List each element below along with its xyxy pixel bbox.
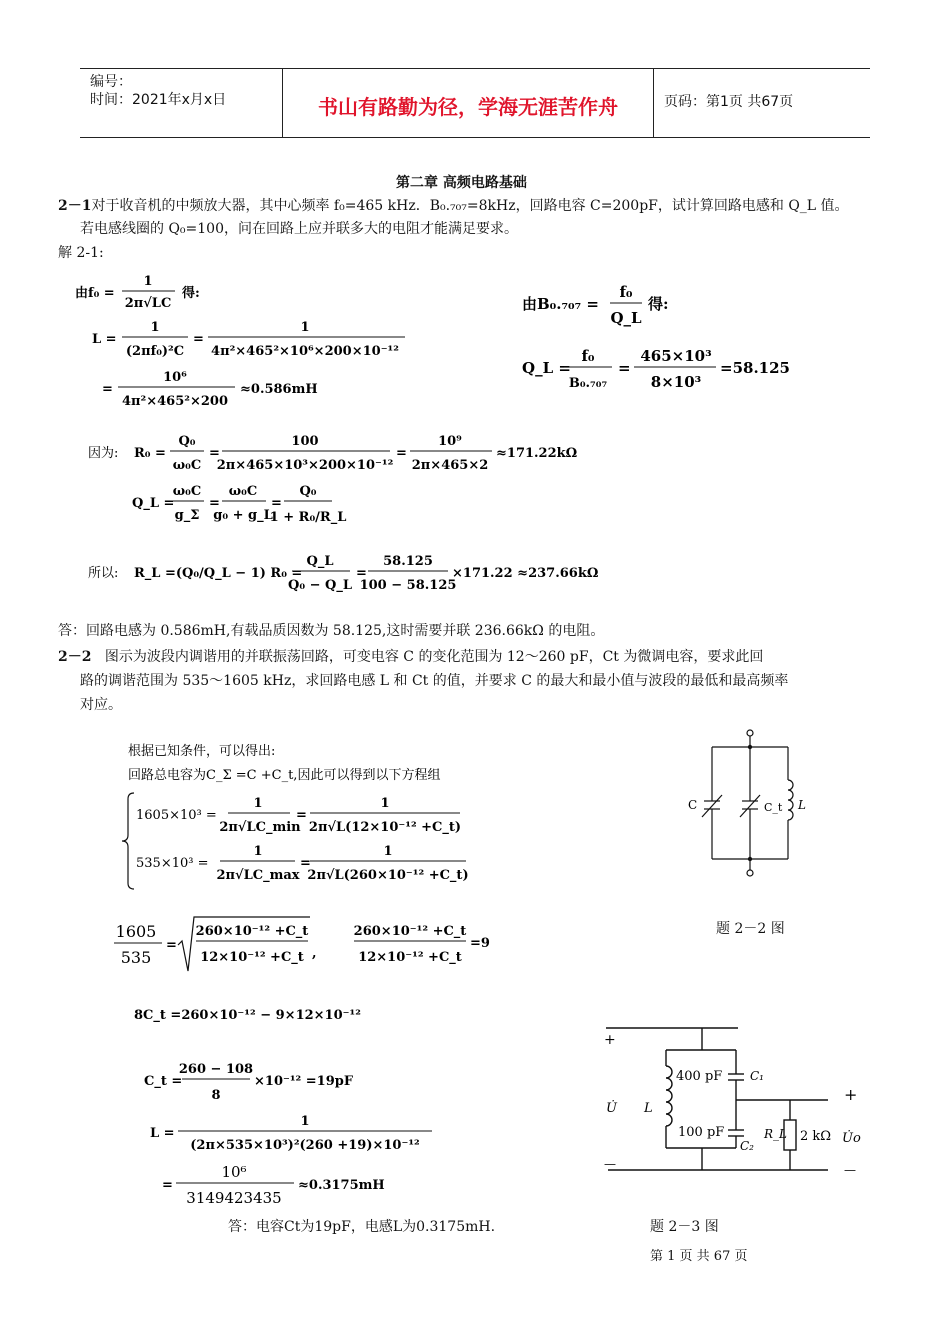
problem-2-2-line2: 路的调谐范围为 535～1605 kHz，求回路电感 L 和 Ct 的值，并要求 C 的最大和最小值与波段的最低和最高频率 bbox=[80, 673, 789, 689]
L3-result: ≈0.3175mH bbox=[298, 1178, 385, 1193]
eq1-f2-den: 2π√L(12×10⁻¹² +C_t) bbox=[308, 820, 462, 835]
given-line1: 根据已知条件，可以得出: bbox=[128, 744, 276, 759]
fig-2-3-caption: 题 2－3 图 bbox=[650, 1219, 719, 1235]
math-L-f3-den: 4π²×465²×200 bbox=[121, 394, 229, 409]
math-QL2-f2-num: ω₀C bbox=[228, 484, 258, 499]
node-dot bbox=[748, 745, 752, 749]
svg-text:=: = bbox=[396, 446, 407, 461]
header-page-cell bbox=[654, 69, 870, 137]
math-QL2-f1-num: ω₀C bbox=[172, 484, 202, 499]
eq1-f2-num: 1 bbox=[380, 796, 390, 811]
svg-text:=: = bbox=[356, 566, 367, 581]
math-RL-f2-num: 58.125 bbox=[383, 554, 433, 569]
math-f0-den: 2π√LC bbox=[124, 296, 172, 311]
problem-2-2-line3: 对应。 bbox=[80, 697, 122, 713]
problem-2-1-text1: 对于收音机的中频放大器，其中心频率 f₀=465 kHz．B₀.₇₀₇=8kHz，回路电容 C=200pF，试计算回路电感和 Q_L 值。 bbox=[91, 198, 849, 214]
svg-text:=: = bbox=[209, 496, 220, 511]
fig-2-2-caption: 题 2－2 图 bbox=[716, 921, 785, 937]
math-QL2-eq: Q_L = bbox=[132, 496, 175, 511]
eq2-f2-num: 1 bbox=[383, 844, 393, 859]
math-L-f1-den: (2πf₀)²C bbox=[125, 344, 185, 359]
ratio-num: 1605 bbox=[115, 922, 157, 941]
math-R0-f1-den: ω₀C bbox=[172, 458, 202, 473]
fig23-minus-right: — bbox=[844, 1163, 856, 1177]
math-R0-f3-den: 2π×465×2 bbox=[411, 458, 489, 473]
page-label: 页码：第1页 共67页 bbox=[664, 94, 794, 110]
math-QL-result: =58.125 bbox=[720, 359, 790, 377]
math-from-B: 由B₀.₇₀₇ = bbox=[522, 295, 599, 313]
svg-text:=: = bbox=[618, 359, 631, 377]
node-dot bbox=[748, 857, 752, 861]
math-from-f0: 由f₀ = bbox=[75, 286, 115, 301]
problem-2-2-text1: 图示为波段内调谐用的并联振荡回路，可变电容 C 的变化范围为 12～260 pF，Ct 为微调电容，要求此回 bbox=[104, 649, 764, 665]
eq2-f2-den: 2π√L(260×10⁻¹² +C_t) bbox=[307, 868, 469, 883]
math-QL-f2-den: 8×10³ bbox=[650, 373, 702, 391]
math-QL2-f3-num: Q₀ bbox=[299, 484, 317, 499]
figure-2-2-circuit bbox=[680, 725, 820, 885]
ratio2-den: 12×10⁻¹² +C_t bbox=[358, 950, 462, 965]
svg-text:=: = bbox=[209, 446, 220, 461]
ratio2-num: 260×10⁻¹² +C_t bbox=[353, 924, 467, 939]
math-R0-f2-num: 100 bbox=[291, 434, 319, 449]
fig22-label-C: C bbox=[688, 798, 698, 812]
eq1-f1-den: 2π√LC_min bbox=[219, 820, 301, 835]
answer-2-1: 答：回路电感为 0.586mH,有载品质因数为 58.125,这时需要并联 236.66kΩ 的电阻。 bbox=[58, 623, 605, 639]
math-L-eq: L = bbox=[92, 332, 117, 347]
ratio2-result: =9 bbox=[470, 936, 490, 951]
eq2-f1-num: 1 bbox=[253, 844, 263, 859]
math-RL-f-den: Q₀ − Q_L bbox=[288, 578, 352, 593]
header-meta bbox=[80, 69, 280, 137]
math-R0-f2-den: 2π×465×10³×200×10⁻¹² bbox=[216, 458, 394, 473]
problem-2-1-line1 bbox=[58, 195, 849, 217]
ratio-den: 535 bbox=[120, 948, 152, 967]
chapter-title: 第二章 高频电路基础 bbox=[396, 175, 527, 191]
svg-text:=: = bbox=[296, 808, 307, 823]
problem-2-1-line2: 若电感线圈的 Q₀=100，问在回路上应并联多大的电阻才能满足要求。 bbox=[80, 221, 518, 237]
L2-num: 1 bbox=[300, 1114, 310, 1129]
fig23-label-C1: C₁ bbox=[750, 1069, 764, 1083]
math-de: 得: bbox=[182, 286, 200, 301]
fig23-label-L: L bbox=[644, 1101, 653, 1116]
fig23-label-C2: C₂ bbox=[740, 1139, 754, 1153]
math-R0-f3-num: 10⁹ bbox=[438, 434, 462, 449]
svg-text:=: = bbox=[271, 496, 282, 511]
math-QL-eq: Q_L = bbox=[522, 359, 571, 377]
svg-text:=: = bbox=[166, 938, 177, 953]
ratio-sqrt-num: 260×10⁻¹² +C_t bbox=[195, 924, 309, 939]
svg-text:,: , bbox=[312, 946, 317, 961]
math-L-result: ≈0.586mH bbox=[240, 382, 318, 397]
math-RL-f2-den: 100 − 58.125 bbox=[359, 578, 457, 593]
math-L-f2-den: 4π²×465²×10⁶×200×10⁻¹² bbox=[211, 344, 399, 359]
math-L-f3-num: 10⁶ bbox=[163, 370, 187, 385]
fig23-plus-left: + bbox=[604, 1032, 616, 1048]
ratio-sqrt-den: 12×10⁻¹² +C_t bbox=[200, 950, 304, 965]
problem-2-2-number: 2－2 bbox=[58, 649, 92, 665]
svg-text:=: = bbox=[162, 1178, 173, 1193]
math-f0-num: 1 bbox=[143, 274, 153, 289]
problem-2-1-number: 2－1 bbox=[58, 198, 92, 214]
solution-label: 解 2-1: bbox=[58, 245, 104, 261]
eq2-lhs: 535×10³ = bbox=[136, 856, 209, 871]
math-RL-f-num: Q_L bbox=[306, 554, 334, 569]
math-R0-result: ≈171.22kΩ bbox=[496, 446, 578, 461]
L2-den: (2π×535×10³)²(260 +19)×10⁻¹² bbox=[190, 1138, 420, 1153]
fig23-label-Rval: 2 kΩ bbox=[800, 1129, 832, 1144]
ct2-result: ×10⁻¹² =19pF bbox=[254, 1074, 354, 1089]
eq1-f1-num: 1 bbox=[253, 796, 263, 811]
fig22-label-Ct: C_t bbox=[764, 801, 783, 814]
fig23-plus-right: + bbox=[844, 1085, 858, 1104]
math-QL2-f1-den: g_Σ bbox=[174, 508, 200, 523]
fig23-label-U: U̇ bbox=[606, 1101, 617, 1116]
svg-text:=: = bbox=[193, 332, 204, 347]
fig23-minus-left: — bbox=[604, 1157, 616, 1171]
motto: 书山有路勤为径，学海无涯苦作舟 bbox=[318, 95, 618, 119]
fig23-label-RL: R_L bbox=[764, 1127, 788, 1141]
answer-2-2: 答：电容Ct为19pF，电感L为0.3175mH. bbox=[228, 1219, 496, 1235]
math-L-f1-num: 1 bbox=[150, 320, 160, 335]
time-label: 时间：2021年x月x日 bbox=[90, 92, 227, 108]
ct-eq: 8C_t =260×10⁻¹² − 9×12×10⁻¹² bbox=[134, 1008, 361, 1023]
L3-den: 3149423435 bbox=[186, 1189, 282, 1207]
L3-num: 10⁶ bbox=[221, 1163, 247, 1181]
problem-2-2-line1 bbox=[58, 646, 763, 668]
header-motto-cell bbox=[282, 69, 654, 137]
ct2-num: 260 − 108 bbox=[178, 1062, 254, 1077]
L2-lhs: L = bbox=[150, 1126, 175, 1141]
math-R0-eq: R₀ = bbox=[134, 446, 166, 461]
solution-2-1-math bbox=[60, 265, 820, 610]
math-QL-f1-num: f₀ bbox=[581, 347, 595, 365]
fig22-label-L: L bbox=[798, 798, 806, 812]
eq1-lhs: 1605×10³ = bbox=[136, 808, 217, 823]
math-B-de: 得: bbox=[648, 295, 669, 313]
math-so: 所以: bbox=[88, 566, 119, 581]
page-header bbox=[80, 68, 870, 138]
svg-text:=: = bbox=[300, 856, 311, 871]
page-footer: 第 1 页 共 67 页 bbox=[650, 1249, 748, 1264]
math-because: 因为: bbox=[88, 446, 119, 461]
fig23-label-Uo: U̇o bbox=[842, 1131, 861, 1146]
math-B-den: Q_L bbox=[610, 309, 642, 327]
math-QL-f2-num: 465×10³ bbox=[640, 347, 712, 365]
number-label: 编号： bbox=[90, 74, 132, 90]
math-B-num: f₀ bbox=[619, 283, 633, 301]
ct2-den: 8 bbox=[211, 1088, 221, 1103]
eq2-f1-den: 2π√LC_max bbox=[216, 868, 300, 883]
math-RL-result: ×171.22 ≈237.66kΩ bbox=[452, 566, 599, 581]
solution-2-2-math bbox=[110, 735, 610, 1215]
fig23-label-C2val: 100 pF bbox=[678, 1125, 725, 1140]
math-R0-f1-num: Q₀ bbox=[178, 434, 196, 449]
ct2-lhs: C_t = bbox=[144, 1074, 183, 1089]
math-RL-eq: R_L =(Q₀/Q_L − 1) R₀ = bbox=[134, 566, 303, 581]
math-QL2-f2-den: g₀ + g_L bbox=[213, 508, 273, 523]
math-QL2-f3-den: 1 + R₀/R_L bbox=[269, 510, 347, 525]
svg-text:=: = bbox=[102, 382, 113, 397]
math-L-f2-num: 1 bbox=[300, 320, 310, 335]
math-QL-f1-den: B₀.₇₀₇ bbox=[568, 376, 608, 391]
given-line2: 回路总电容为C_Σ =C +C_t,因此可以得到以下方程组 bbox=[128, 768, 441, 783]
fig23-label-C1val: 400 pF bbox=[676, 1069, 723, 1084]
figure-2-3-circuit bbox=[598, 1018, 866, 1180]
